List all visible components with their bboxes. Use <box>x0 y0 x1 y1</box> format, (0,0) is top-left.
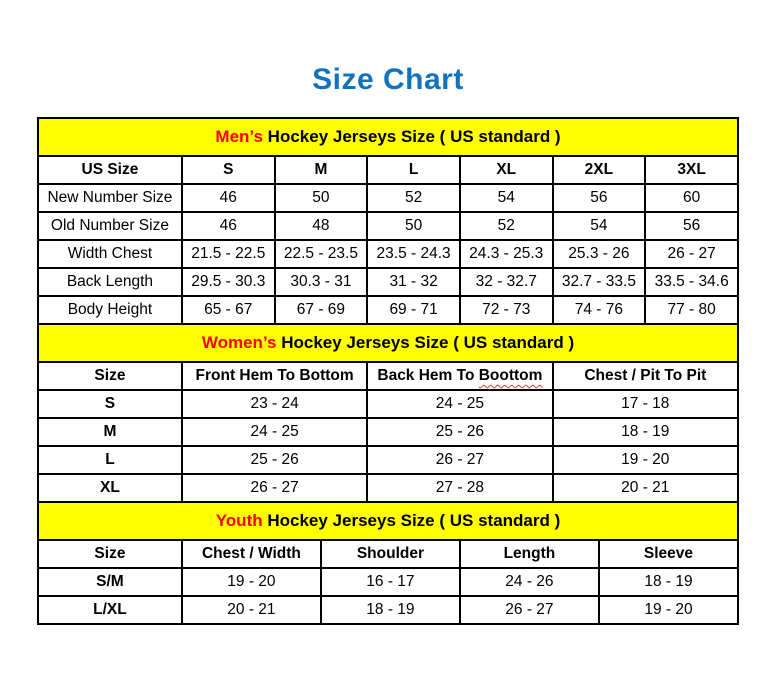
womens-header-front-hem: Front Hem To Bottom <box>182 362 367 390</box>
value-cell: 26 - 27 <box>182 474 367 502</box>
size-label-cell: S <box>38 390 182 418</box>
mens-band-cell <box>38 118 738 156</box>
value-cell: 24 - 26 <box>460 568 599 596</box>
page-title: Size Chart <box>312 63 464 96</box>
value-cell: 23 - 24 <box>182 390 367 418</box>
womens-row-m <box>38 418 738 446</box>
value-cell: 25 - 26 <box>367 418 552 446</box>
size-label-cell: XL <box>38 474 182 502</box>
youth-row-lxl <box>38 596 738 624</box>
row-label-cell: New Number Size <box>38 184 182 212</box>
mens-header-row <box>38 156 738 184</box>
value-cell: 16 - 17 <box>321 568 460 596</box>
value-cell: 30.3 - 31 <box>275 268 368 296</box>
value-cell: 24 - 25 <box>182 418 367 446</box>
value-cell: 25 - 26 <box>182 446 367 474</box>
mens-section-band <box>38 118 738 156</box>
womens-header-size: Size <box>38 362 182 390</box>
row-label-cell: Back Length <box>38 268 182 296</box>
mens-row-new-number-size <box>38 184 738 212</box>
value-cell: 23.5 - 24.3 <box>367 240 460 268</box>
size-chart-table <box>37 117 739 625</box>
value-cell: 19 - 20 <box>599 596 738 624</box>
mens-row-back-length <box>38 268 738 296</box>
mens-row-body-height <box>38 296 738 324</box>
mens-header-2xl: 2XL <box>553 156 646 184</box>
womens-header-chest-pit: Chest / Pit To Pit <box>553 362 739 390</box>
youth-band-cell <box>38 502 738 540</box>
value-cell: 19 - 20 <box>553 446 739 474</box>
womens-header-row <box>38 362 738 390</box>
value-cell: 56 <box>645 212 738 240</box>
value-cell: 65 - 67 <box>182 296 275 324</box>
womens-header-back-hem <box>367 362 552 390</box>
value-cell: 54 <box>460 184 553 212</box>
mens-band-highlight: Men’s <box>215 127 263 146</box>
value-cell: 60 <box>645 184 738 212</box>
mens-header-xl: XL <box>460 156 553 184</box>
womens-row-s <box>38 390 738 418</box>
value-cell: 72 - 73 <box>460 296 553 324</box>
size-label-cell: S/M <box>38 568 182 596</box>
value-cell: 18 - 19 <box>553 418 739 446</box>
youth-row-sm <box>38 568 738 596</box>
value-cell: 27 - 28 <box>367 474 552 502</box>
mens-row-old-number-size <box>38 212 738 240</box>
womens-band-rest: Hockey Jerseys Size ( US standard ) <box>276 333 575 352</box>
value-cell: 26 - 27 <box>645 240 738 268</box>
row-label-cell: Width Chest <box>38 240 182 268</box>
youth-band-rest: Hockey Jerseys Size ( US standard ) <box>262 511 561 530</box>
size-label-cell: L <box>38 446 182 474</box>
mens-header-m: M <box>275 156 368 184</box>
mens-band-rest: Hockey Jerseys Size ( US standard ) <box>262 127 561 146</box>
value-cell: 31 - 32 <box>367 268 460 296</box>
value-cell: 67 - 69 <box>275 296 368 324</box>
mens-header-us-size: US Size <box>38 156 182 184</box>
value-cell: 20 - 21 <box>182 596 321 624</box>
value-cell: 46 <box>182 212 275 240</box>
value-cell: 26 - 27 <box>460 596 599 624</box>
youth-section-band <box>38 502 738 540</box>
value-cell: 25.3 - 26 <box>553 240 646 268</box>
youth-header-size: Size <box>38 540 182 568</box>
womens-band-highlight: Women’s <box>201 333 277 352</box>
youth-header-length: Length <box>460 540 599 568</box>
value-cell: 52 <box>367 184 460 212</box>
youth-band-highlight: Youth <box>215 511 263 530</box>
womens-row-xl <box>38 474 738 502</box>
value-cell: 24.3 - 25.3 <box>460 240 553 268</box>
value-cell: 54 <box>553 212 646 240</box>
value-cell: 52 <box>460 212 553 240</box>
youth-header-shoulder: Shoulder <box>321 540 460 568</box>
row-label-cell: Old Number Size <box>38 212 182 240</box>
value-cell: 24 - 25 <box>367 390 552 418</box>
value-cell: 18 - 19 <box>321 596 460 624</box>
youth-header-row <box>38 540 738 568</box>
value-cell: 50 <box>275 184 368 212</box>
youth-header-chest-width: Chest / Width <box>182 540 321 568</box>
mens-row-width-chest <box>38 240 738 268</box>
womens-section-band <box>38 324 738 362</box>
value-cell: 77 - 80 <box>645 296 738 324</box>
mens-header-3xl: 3XL <box>645 156 738 184</box>
value-cell: 74 - 76 <box>553 296 646 324</box>
womens-band-cell <box>38 324 738 362</box>
value-cell: 33.5 - 34.6 <box>645 268 738 296</box>
value-cell: 22.5 - 23.5 <box>275 240 368 268</box>
size-label-cell: M <box>38 418 182 446</box>
value-cell: 26 - 27 <box>367 446 552 474</box>
size-label-cell: L/XL <box>38 596 182 624</box>
value-cell: 56 <box>553 184 646 212</box>
value-cell: 50 <box>367 212 460 240</box>
mens-header-l: L <box>367 156 460 184</box>
value-cell: 19 - 20 <box>182 568 321 596</box>
womens-row-l <box>38 446 738 474</box>
back-hem-prefix: Back Hem To <box>377 367 479 384</box>
value-cell: 46 <box>182 184 275 212</box>
youth-header-sleeve: Sleeve <box>599 540 738 568</box>
value-cell: 29.5 - 30.3 <box>182 268 275 296</box>
value-cell: 69 - 71 <box>367 296 460 324</box>
value-cell: 32 - 32.7 <box>460 268 553 296</box>
mens-header-s: S <box>182 156 275 184</box>
value-cell: 20 - 21 <box>553 474 739 502</box>
value-cell: 32.7 - 33.5 <box>553 268 646 296</box>
row-label-cell: Body Height <box>38 296 182 324</box>
value-cell: 18 - 19 <box>599 568 738 596</box>
value-cell: 21.5 - 22.5 <box>182 240 275 268</box>
value-cell: 17 - 18 <box>553 390 739 418</box>
back-hem-misspelled-word: Boottom <box>478 367 543 384</box>
value-cell: 48 <box>275 212 368 240</box>
